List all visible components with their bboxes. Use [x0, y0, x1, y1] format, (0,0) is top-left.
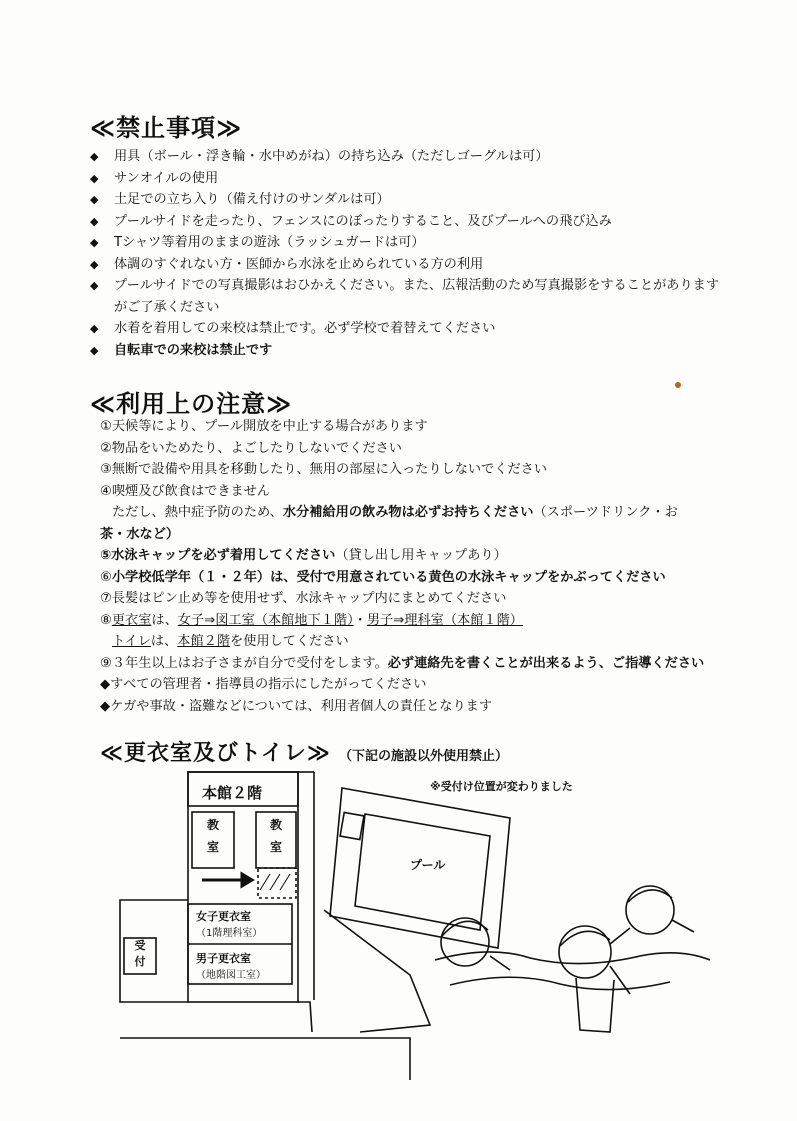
diamond-bullet-icon: ◆	[90, 343, 99, 357]
diamond-bullet-icon: ◆	[90, 214, 99, 228]
pool-label: プール	[410, 858, 446, 872]
list-item: ◆ Tシャツ等着用のままの遊泳（ラッシュガードは可）	[90, 232, 750, 254]
classroom-label-right: 教室	[269, 818, 282, 854]
stray-mark	[675, 382, 681, 388]
list-item: ◆ プールサイドを走ったり、フェンスにのぼったりすること、及びプールへの飛び込み	[90, 211, 750, 233]
ground-line	[120, 1038, 410, 1080]
diamond-bullet-icon: ◆	[90, 236, 99, 249]
reception-area	[120, 900, 188, 1002]
list-item: ◆ 水着を着用しての来校は禁止です。必ず学校で着替えてください	[90, 318, 750, 340]
relocation-notice: ※受付け位置が変わりました	[430, 780, 573, 793]
classroom-label-left: 教室	[206, 818, 219, 854]
diamond-bullet-icon: ◆	[90, 257, 99, 271]
note-4: ④喫煙及び飲食はできません	[100, 483, 271, 499]
boys-locker-label: 男子更衣室	[196, 952, 251, 965]
note-6: ⑥小学校低学年（１・２年）は、受付で用意されている黄色の水泳キャップをかぶってください	[100, 569, 666, 585]
diamond-bullet-icon: ◆	[90, 279, 99, 292]
note-2: ②物品をいためたり、よごしたりしないでください	[100, 440, 402, 456]
note-11: ◆ケガや事故・盗難などについては、利用者個人の責任となります	[100, 698, 493, 714]
notes-heading: ≪利用上の注意≫	[90, 390, 293, 418]
reception-label: 受付	[134, 939, 146, 968]
note-9: ⑨３年生以上はお子さまが自分で受付をします。必ず連絡先を書くことが出来るよう、ご指導ください	[100, 655, 705, 671]
list-item-continued: がご了承ください	[114, 299, 220, 315]
notes-list	[100, 416, 760, 717]
boys-locker-sub: （地階図工室）	[196, 970, 266, 981]
pool-step	[340, 812, 364, 839]
list-item: ◆ 用具（ボール・浮き輪・水中めがね）の持ち込み（ただしゴーグルは可）	[90, 146, 750, 168]
pool-deck	[324, 910, 430, 1032]
prohibited-heading: ≪禁止事項≫	[90, 114, 243, 142]
stairs	[258, 868, 296, 898]
locker-title: ≪更衣室及びトイレ≫	[100, 741, 331, 766]
building-label: 本館２階	[202, 784, 263, 802]
prohibited-list	[90, 146, 750, 361]
diamond-bullet-icon: ◆	[90, 322, 99, 335]
girls-locker-sub: （1階理科室）	[196, 928, 263, 939]
list-item: ◆ プールサイドでの写真撮影はおひかえください。また、広報活動のため写真撮影をすることがあります	[90, 275, 750, 297]
note-8: ⑧更衣室は、女子⇒図工室（本館地下１階）・男子⇒理科室（本館１階）	[100, 612, 523, 628]
list-item: ◆ 土足での立ち入り（備え付けのサンダルは可）	[90, 189, 750, 211]
diamond-bullet-icon: ◆	[90, 193, 99, 206]
list-item: ◆ 体調のすぐれない方・医師から水泳を止められている方の利用	[90, 254, 750, 276]
note-3: ③無断で設備や用具を移動したり、無用の部屋に入ったりしないでください	[100, 462, 548, 477]
list-item: ◆ 自転車での来校は禁止です	[90, 340, 750, 362]
swimmers-illustration	[435, 886, 710, 1032]
note-5: ⑤水泳キャップを必ず着用してください（貸し出し用キャップあり）	[100, 548, 507, 563]
note-1: ①天候等により、プール開放を中止する場合があります	[100, 419, 428, 434]
note-4-detail-cont: 茶・水など）	[100, 526, 180, 542]
note-4-detail: ただし、熱中症予防のため、水分補給用の飲み物は必ずお持ちください（スポーツドリンク・お	[112, 505, 678, 520]
note-8-toilet: トイレは、本館２階を使用してください	[112, 634, 349, 649]
diamond-bullet-icon: ◆	[90, 171, 99, 185]
girls-locker-label: 女子更衣室	[196, 910, 251, 923]
locker-subtitle: （下記の施設以外使用禁止）	[338, 749, 508, 764]
locker-heading	[100, 736, 508, 767]
diamond-bullet-icon: ◆	[90, 150, 99, 163]
note-10: ◆すべての管理者・指導員の指示にしたがってください	[100, 677, 427, 692]
list-item: ◆ サンオイルの使用	[90, 168, 750, 190]
note-7: ⑦長髪はピン止め等を使用せず、水泳キャップ内にまとめてください	[100, 591, 507, 606]
facility-map	[110, 770, 720, 1080]
